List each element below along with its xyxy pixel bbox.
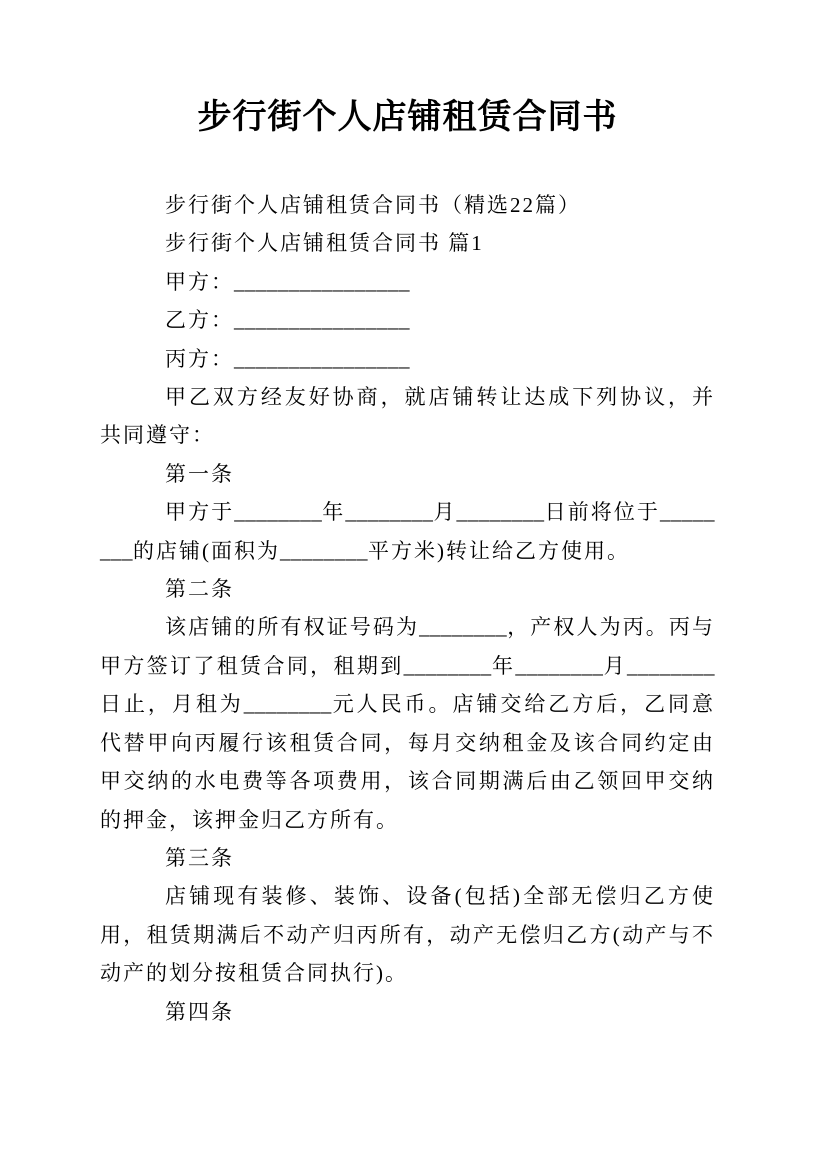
fill-in-blank: ________________: [234, 308, 410, 333]
fill-in-blank: ________: [627, 653, 716, 678]
clause-2-body: 该店铺的所有权证号码为________，产权人为丙。丙与甲方签订了租赁合同，租期到________年________月________日止，月租为________元人民币。店铺交给乙方后，乙同意代替甲向丙履行该租赁合同，每月交纳租金及该合同约定由甲交纳的水电费等各项费用，该合同期满后由乙领回甲交纳的押金，该押金归乙方所有。: [100, 615, 716, 832]
clause-1-heading: 第一条: [165, 461, 234, 486]
document-title: 步行街个人店铺租赁合同书: [197, 99, 618, 136]
document-body: [100, 186, 715, 1031]
fill-in-blank: ________: [345, 500, 434, 525]
clause-1-body: 甲方于________年________月________日前将位于________的店铺(面积为________平方米)转让给乙方使用。: [100, 500, 716, 563]
party-c-line: 丙方：________________: [165, 346, 410, 371]
article-heading: 步行街个人店铺租赁合同书 篇1: [165, 231, 484, 256]
fill-in-blank: ________: [515, 653, 604, 678]
fill-in-blank: ________________: [234, 269, 410, 294]
fill-in-blank: ________: [280, 538, 368, 563]
fill-in-blank: ________: [419, 615, 508, 640]
clause-3-heading: 第三条: [165, 845, 234, 870]
fill-in-blank: ________: [456, 500, 545, 525]
clause-4-heading: 第四条: [165, 999, 234, 1024]
party-b-line: 乙方：________________: [165, 308, 410, 333]
party-a-line: 甲方：________________: [165, 269, 410, 294]
clause-3-body: 店铺现有装修、装饰、设备(包括)全部无偿归乙方使用，租赁期满后不动产归丙所有，动产无偿归乙方(动产与不动产的划分按租赁合同执行)。: [100, 884, 715, 986]
collection-heading: 步行街个人店铺租赁合同书（精选22篇）: [165, 193, 581, 217]
fill-in-blank: ________: [403, 653, 492, 678]
fill-in-blank: ________________: [234, 346, 410, 371]
fill-in-blank: ________: [243, 692, 332, 717]
preamble: 甲乙双方经友好协商，就店铺转让达成下列协议，并共同遵守：: [100, 385, 715, 448]
clause-2-heading: 第二条: [165, 577, 234, 602]
fill-in-blank: ________: [234, 500, 323, 525]
fill-in-blank: ________: [100, 500, 716, 563]
